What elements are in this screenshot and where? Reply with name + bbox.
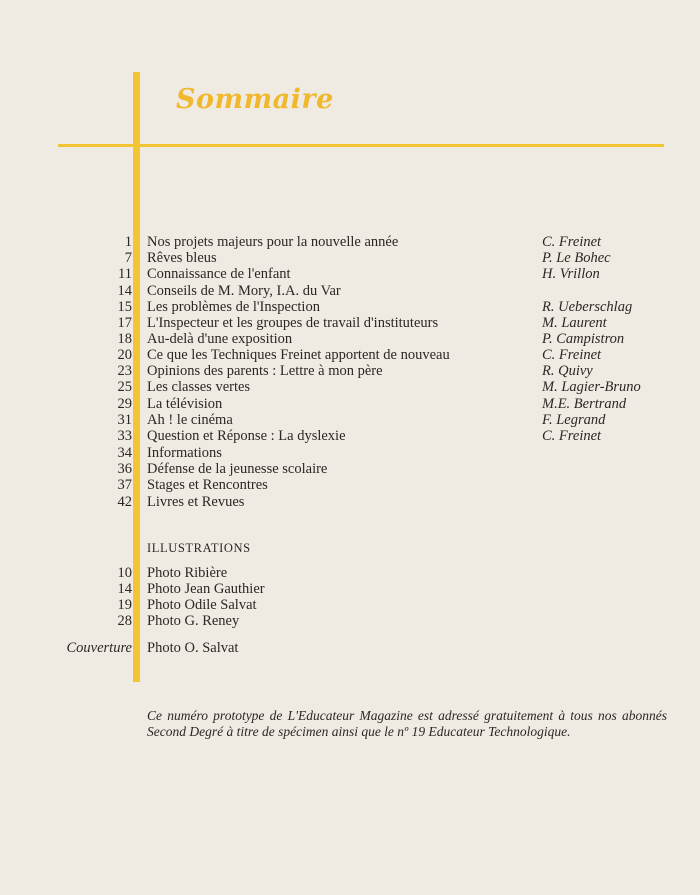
toc-article-title: Au-delà d'une exposition	[147, 331, 293, 347]
toc-article-title: Informations	[147, 445, 222, 461]
illustration-page-number: 14	[117, 581, 132, 597]
illustration-page-number: 28	[117, 613, 132, 629]
toc-row	[0, 266, 700, 282]
toc-row	[0, 299, 700, 315]
toc-author: R. Ueberschlag	[542, 299, 633, 315]
toc-row	[0, 396, 700, 412]
toc-page-number: 20	[117, 347, 132, 363]
toc-article-title: Livres et Revues	[147, 494, 245, 510]
toc-article-title: Opinions des parents : Lettre à mon père	[147, 363, 383, 379]
toc-row	[0, 477, 700, 493]
toc-article-title: L'Inspecteur et les groupes de travail d'instituteurs	[147, 315, 439, 331]
toc-article-title: Conseils de M. Mory, I.A. du Var	[147, 283, 341, 299]
cover-label: Couverture	[66, 640, 132, 656]
toc-row	[0, 461, 700, 477]
toc-page-number: 29	[117, 396, 132, 412]
cover-row	[0, 640, 700, 656]
toc-author: M. Lagier-Bruno	[542, 379, 641, 395]
toc-page-number: 33	[117, 428, 132, 444]
toc-author: M.E. Bertrand	[542, 396, 627, 412]
toc-article-title: Les problèmes de l'Inspection	[147, 299, 320, 315]
toc-article-title: Stages et Rencontres	[147, 477, 268, 493]
toc-row	[0, 445, 700, 461]
toc-article-title: Nos projets majeurs pour la nouvelle année	[147, 234, 399, 250]
illustrations-heading: ILLUSTRATIONS	[147, 541, 251, 555]
toc-article-title: Question et Réponse : La dyslexie	[147, 428, 346, 444]
cover-photo-credit: Photo O. Salvat	[147, 640, 239, 656]
illustration-row	[0, 597, 700, 613]
toc-author: F. Legrand	[542, 412, 606, 428]
toc-page-number: 1	[124, 234, 132, 250]
toc-row	[0, 347, 700, 363]
toc-row	[0, 283, 700, 299]
toc-row	[0, 428, 700, 444]
toc-row	[0, 250, 700, 266]
toc-page-number: 31	[117, 412, 132, 428]
illustration-page-number: 10	[117, 565, 132, 581]
toc-page-number: 25	[117, 379, 132, 395]
toc-row	[0, 331, 700, 347]
toc-article-title: Rêves bleus	[147, 250, 217, 266]
toc-page-number: 37	[117, 477, 132, 493]
toc-article-title: Ce que les Techniques Freinet apportent de nouveau	[147, 347, 450, 363]
toc-page-number: 17	[117, 315, 132, 331]
toc-article-title: Les classes vertes	[147, 379, 251, 395]
toc-page-number: 42	[117, 494, 132, 510]
toc-row	[0, 412, 700, 428]
toc-row	[0, 234, 700, 250]
toc-article-title: Connaissance de l'enfant	[147, 266, 291, 282]
toc-article-title: Ah ! le cinéma	[147, 412, 233, 428]
horizontal-accent-rule	[58, 144, 664, 147]
toc-page-number: 11	[118, 266, 132, 282]
toc-author: C. Freinet	[542, 428, 602, 444]
toc-row	[0, 494, 700, 510]
toc-author: R. Quivy	[542, 363, 593, 379]
toc-author: P. Campistron	[542, 331, 625, 347]
toc-article-title: La télévision	[147, 396, 223, 412]
toc-page-number: 34	[117, 445, 132, 461]
toc-author: C. Freinet	[542, 234, 602, 250]
illustration-row	[0, 565, 700, 581]
toc-row	[0, 379, 700, 395]
toc-author: H. Vrillon	[542, 266, 600, 282]
toc-author: P. Le Bohec	[542, 250, 611, 266]
illustration-page-number: 19	[117, 597, 132, 613]
toc-page-number: 23	[117, 363, 132, 379]
illustration-row	[0, 613, 700, 629]
toc-row	[0, 363, 700, 379]
page-title: Sommaire	[176, 84, 334, 115]
toc-page-number: 18	[117, 331, 132, 347]
toc-page-number: 15	[117, 299, 132, 315]
toc-author: M. Laurent	[542, 315, 607, 331]
prototype-note: Ce numéro prototype de L'Educateur Magazine est adressé gratuitement à tous nos abonnés Second Degré à titre de spécimen ainsi que le nº 19 Educateur Technologique.	[147, 708, 667, 739]
toc-article-title: Défense de la jeunesse scolaire	[147, 461, 328, 477]
toc-row	[0, 315, 700, 331]
toc-page-number: 14	[117, 283, 132, 299]
illustration-label: Photo Jean Gauthier	[147, 581, 265, 597]
toc-page-number: 36	[117, 461, 132, 477]
illustration-label: Photo Ribière	[147, 565, 228, 581]
illustration-row	[0, 581, 700, 597]
toc-author: C. Freinet	[542, 347, 602, 363]
toc-page-number: 7	[124, 250, 132, 266]
illustration-label: Photo Odile Salvat	[147, 597, 257, 613]
illustration-label: Photo G. Reney	[147, 613, 240, 629]
